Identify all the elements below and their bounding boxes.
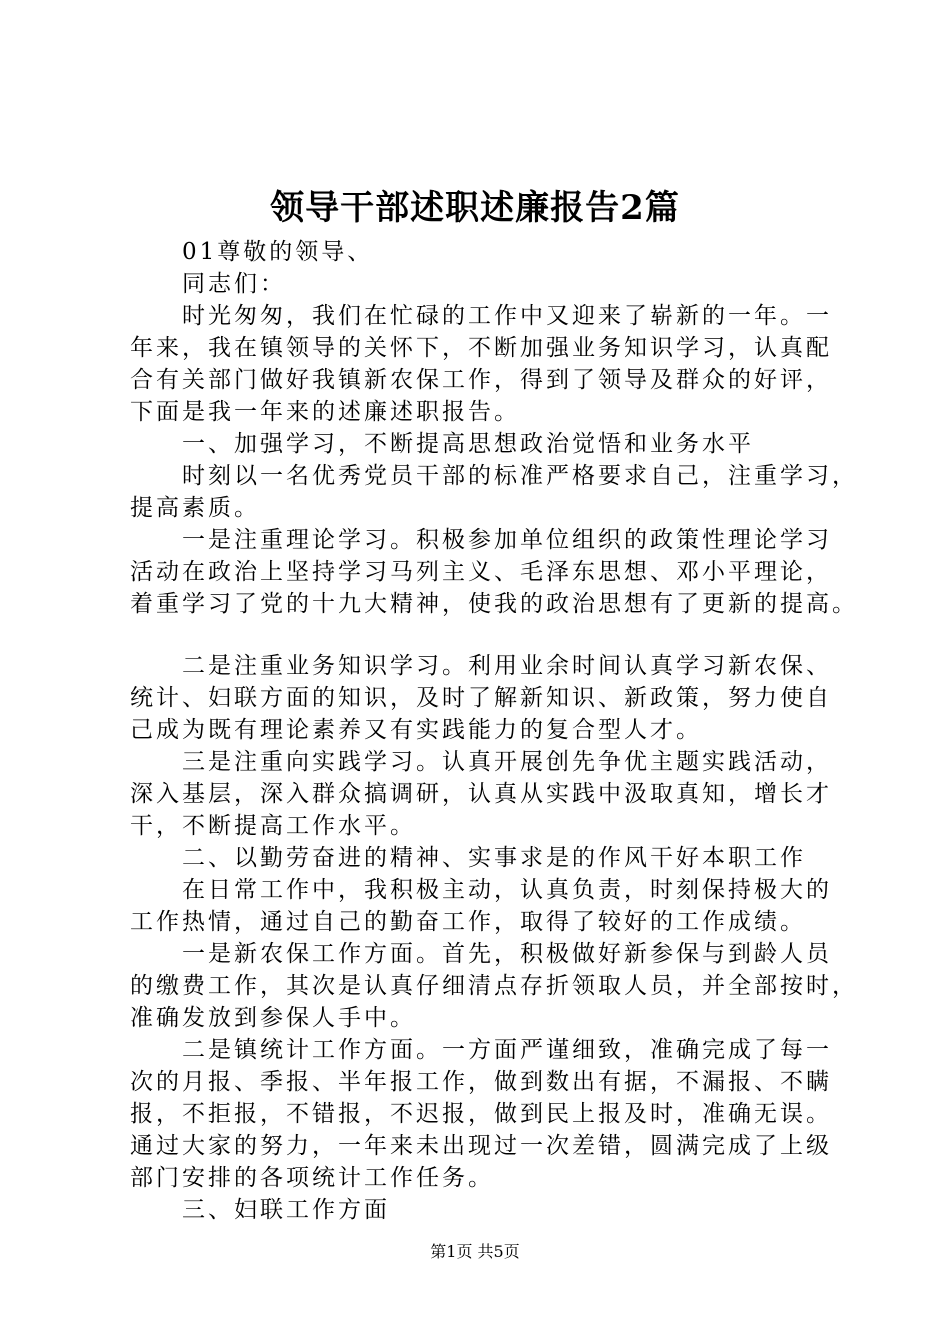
text-line: 三、妇联工作方面 (182, 1197, 390, 1223)
text-line: 二是注重业务知识学习。利用业余时间认真学习新农保、 (182, 653, 832, 679)
text-line: 时刻以一名优秀党员干部的标准严格要求自己，注重学习， (182, 463, 858, 489)
text-line: 深入基层，深入群众搞调研，认真从实践中汲取真知，增长才 (130, 781, 832, 807)
text-line: 通过大家的努力，一年来未出现过一次差错，圆满完成了上级 (130, 1133, 832, 1159)
text-line: 己成为既有理论素养又有实践能力的复合型人才。 (130, 717, 702, 743)
text-line: 合有关部门做好我镇新农保工作，得到了领导及群众的好评， (130, 367, 832, 393)
text-line: 在日常工作中，我积极主动，认真负责，时刻保持极大的 (182, 877, 832, 903)
text-line: 着重学习了党的十九大精神，使我的政治思想有了更新的提高。 (130, 591, 858, 617)
text-line: 统计、妇联方面的知识，及时了解新知识、新政策，努力使自 (130, 685, 832, 711)
text-line: 准确发放到参保人手中。 (130, 1005, 416, 1031)
text-line: 次的月报、季报、半年报工作，做到数出有据，不漏报、不瞒 (130, 1069, 832, 1095)
text-line: 时光匆匆，我们在忙碌的工作中又迎来了崭新的一年。一 (182, 303, 832, 329)
document-title: 领导干部述职述廉报告2篇 (270, 188, 680, 228)
text-line: 同志们： (182, 271, 286, 297)
text-line: 一是新农保工作方面。首先，积极做好新参保与到龄人员 (182, 941, 832, 967)
text-line: 部门安排的各项统计工作任务。 (130, 1165, 494, 1191)
text-line: 的缴费工作，其次是认真仔细清点存折领取人员，并全部按时， (130, 973, 858, 999)
text-line: 一是注重理论学习。积极参加单位组织的政策性理论学习 (182, 527, 832, 553)
blank-line (130, 620, 860, 650)
text-line: 三是注重向实践学习。认真开展创先争优主题实践活动， (182, 749, 832, 775)
text-line: 下面是我一年来的述廉述职报告。 (130, 399, 520, 425)
text-line: 年来，我在镇领导的关怀下，不断加强业务知识学习，认真配 (130, 335, 832, 361)
text-line: 工作热情，通过自己的勤奋工作，取得了较好的工作成绩。 (130, 909, 806, 935)
text-line: 报，不拒报，不错报，不迟报，做到民上报及时，准确无误。 (130, 1101, 832, 1127)
text-line: 01尊敬的领导、 (182, 239, 374, 265)
text-line: 二是镇统计工作方面。一方面严谨细致，准确完成了每一 (182, 1037, 832, 1063)
text-line: 活动在政治上坚持学习马列主义、毛泽东思想、邓小平理论， (130, 559, 832, 585)
text-line: 干，不断提高工作水平。 (130, 813, 416, 839)
document-body (130, 236, 860, 1226)
page-footer: 第1页 共5页 (430, 1242, 520, 1261)
text-line: 提高素质。 (130, 495, 260, 521)
text-line: 一、加强学习，不断提高思想政治觉悟和业务水平 (182, 431, 754, 457)
text-line: 二、以勤劳奋进的精神、实事求是的作风干好本职工作 (182, 845, 806, 871)
